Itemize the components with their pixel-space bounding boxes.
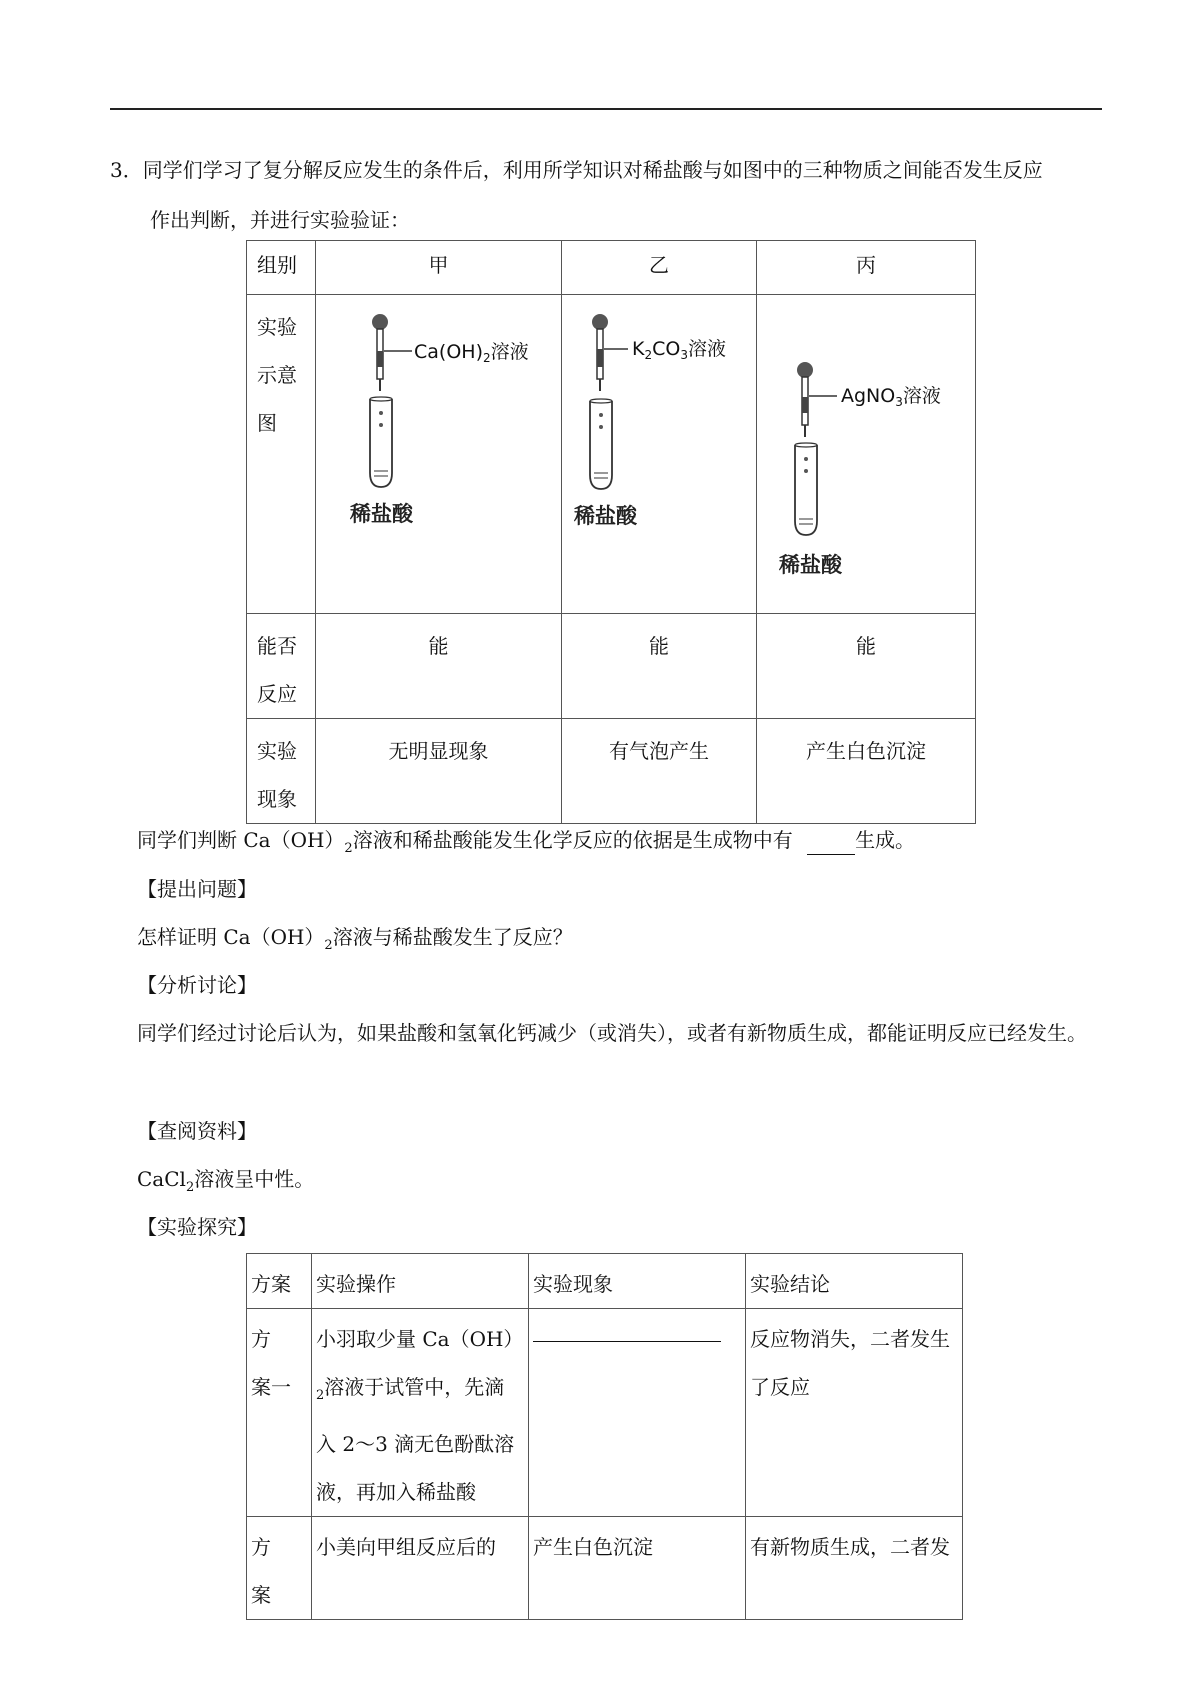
question-line-2: 作出判断，并进行实验验证： [150,208,410,232]
ref-sub: 2 [185,1180,195,1195]
t2-phenomenon-1 [529,1309,746,1517]
svg-text:AgNO3溶液 [841,385,941,409]
t2-header-conclusion: 实验结论 [746,1254,963,1309]
reaction-table [246,240,976,824]
judgement-post: 溶液和稀盐酸能发生化学反应的依据是生成物中有 [352,828,793,852]
row-label-react-text: 能否反应 [257,634,297,706]
ask-pre: 怎样证明 Ca（OH） [137,925,325,949]
question-number: 3． [110,158,143,182]
jia-reagent-sub: 2 [482,351,491,365]
yi-reagent-mid: CO [652,338,681,360]
header-yi: 乙 [562,241,757,295]
op1-sub: 2 [316,1388,325,1403]
row-label-phenomenon-text: 实验现象 [257,739,297,811]
ask-sub: 2 [324,938,333,953]
judgement-pre: 同学们判断 Ca（OH） [137,828,345,852]
op1-post: 溶液于试管中，先滴入 2～3 滴无色酚酞溶液，再加入稀盐酸 [316,1375,515,1504]
header-jia: 甲 [316,241,562,295]
answer-blank-2[interactable] [533,1315,721,1342]
section-discuss-title: 【分析讨论】 [137,973,257,997]
yi-reagent: K [632,338,645,360]
t2-plan-1: 方 案一 [247,1309,312,1517]
phenomenon-yi: 有气泡产生 [562,719,757,824]
bing-reagent: AgNO [841,385,896,407]
header-group: 组别 [247,241,316,295]
section-ref-text [137,1165,314,1202]
diagram-jia [316,295,562,614]
yi-acid-label: 稀盐酸 [574,504,637,528]
ref-post: 溶液呈中性。 [194,1167,315,1191]
phenomenon-bing: 产生白色沉淀 [757,719,976,824]
diagram-bing [757,295,976,614]
judgement-after: 生成。 [855,828,916,852]
t2-phenomenon-2: 产生白色沉淀 [529,1517,746,1620]
judgement-sub: 2 [344,841,353,856]
row-label-diagram-text: 实验示意图 [257,315,297,435]
experiment-table [246,1253,963,1620]
jia-reagent-tail: 溶液 [490,341,529,363]
dropper-tube-diagram-bing [757,295,975,608]
section-ask-text [137,923,573,960]
dropper-tube-diagram-jia [316,295,561,608]
phenomenon-jia: 无明显现象 [316,719,562,824]
bing-reagent-tail: 溶液 [902,385,941,407]
yi-reagent-sub: 2 [644,348,653,362]
diagram-yi [562,295,757,614]
yi-reagent-tail: 溶液 [687,338,726,360]
react-jia: 能 [316,614,562,719]
section-ref-title: 【查阅资料】 [137,1119,257,1143]
row-label-phenomenon [247,719,316,824]
svg-text:Ca(OH)2溶液 [414,341,529,365]
bing-acid-label: 稀盐酸 [779,553,842,577]
question-line-1: 同学们学习了复分解反应发生的条件后，利用所学知识对稀盐酸与如图中的三种物质之间能否发生反应 [142,158,1043,182]
row-label-diagram [247,295,316,614]
t2-header-operation: 实验操作 [312,1254,529,1309]
ref-pre: CaCl [137,1167,186,1191]
jia-acid-label: 稀盐酸 [350,502,413,526]
bing-reagent-sub: 3 [895,395,903,409]
row-label-react [247,614,316,719]
t2-conclusion-2: 有新物质生成，二者发 [746,1517,963,1620]
dropper-tube-diagram-yi [562,295,756,608]
op1-pre: 小羽取少量 Ca（OH） [316,1327,524,1351]
question-stem [110,155,1100,235]
judgement-line [137,826,915,863]
jia-reagent: Ca(OH) [414,341,483,363]
t2-operation-2: 小美向甲组反应后的 [312,1517,529,1620]
section-ask-title: 【提出问题】 [137,877,257,901]
header-bing: 丙 [757,241,976,295]
yi-reagent-sub2: 3 [680,348,688,362]
ask-post: 溶液与稀盐酸发生了反应？ [332,925,573,949]
t2-header-phenomenon: 实验现象 [529,1254,746,1309]
react-bing: 能 [757,614,976,719]
answer-blank-1[interactable] [807,826,855,855]
t2-plan-2: 方 案 [247,1517,312,1620]
react-yi: 能 [562,614,757,719]
t2-header-plan: 方案 [247,1254,312,1309]
section-discuss-text: 同学们经过讨论后认为，如果盐酸和氢氧化钙减少（或消失），或者有新物质生成，都能证明反应已经发生。 [137,1021,1087,1045]
t2-conclusion-1: 反应物消失，二者发生了反应 [746,1309,963,1517]
section-exp-title: 【实验探究】 [137,1215,257,1239]
t2-operation-1 [312,1309,529,1517]
header-rule [110,108,1102,110]
svg-text:K2CO3溶液 [632,338,726,362]
